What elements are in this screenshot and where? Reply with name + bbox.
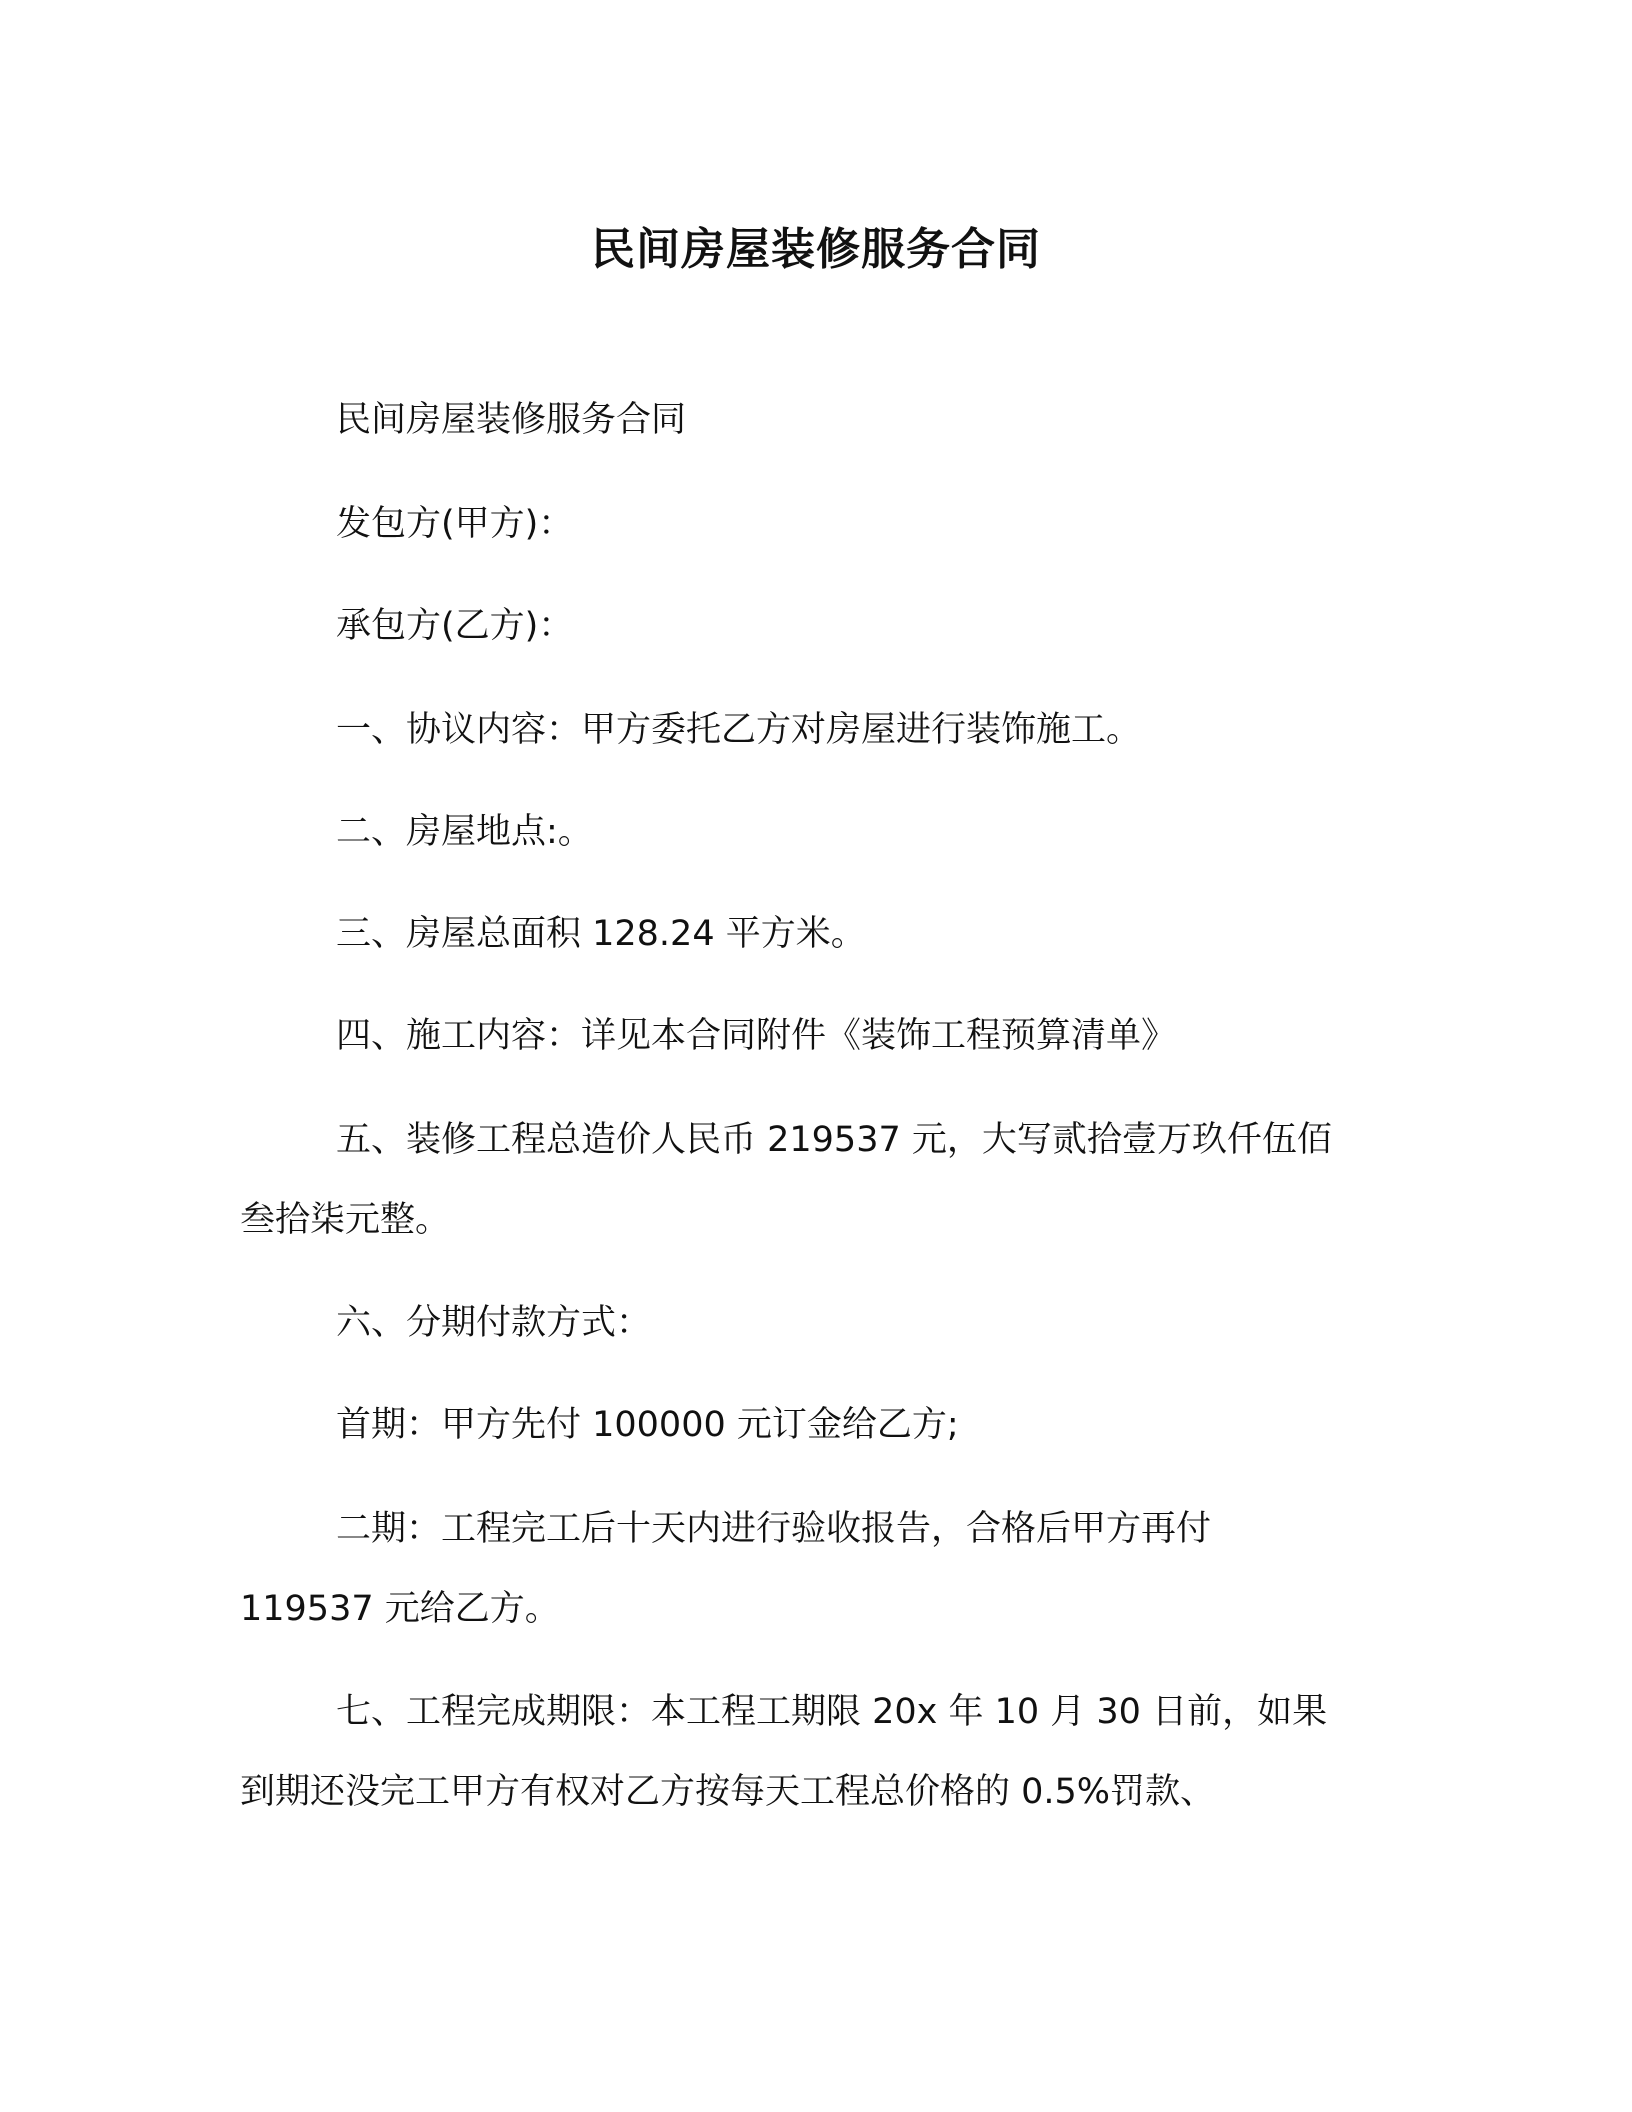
clause-4-scope [240,996,1380,1076]
paragraph-line: 叁拾柒元整。 [240,1200,451,1240]
paragraph-line: 二、房屋地点:。 [336,812,593,852]
paragraph-line: 二期：工程完工后十天内进行验收报告，合格后甲方再付 [336,1509,1212,1549]
paragraph-line: 三、房屋总面积 128.24 平方米。 [336,914,866,954]
clause-2-location [240,792,1380,872]
paragraph-line: 119537 元给乙方。 [240,1589,560,1629]
document-title: 民间房屋装修服务合同 [591,224,1041,275]
paragraph-party-b [240,586,1380,666]
clause-5-price [240,1100,1380,1260]
clause-7-deadline [240,1672,1380,1832]
paragraph-party-a [240,484,1380,564]
paragraph-line: 五、装修工程总造价人民币 219537 元，大写贰拾壹万玖仟伍佰 [336,1120,1332,1160]
paragraph-line: 到期还没完工甲方有权对乙方按每天工程总价格的 0.5%罚款、 [240,1772,1216,1812]
clause-3-area [240,894,1380,974]
paragraph-line: 四、施工内容：详见本合同附件《装饰工程预算清单》 [336,1016,1177,1056]
paragraph-line: 六、分期付款方式： [336,1303,652,1343]
paragraph-line: 七、工程完成期限：本工程工期限 20x 年 10 月 30 日前，如果 [336,1692,1328,1732]
payment-second-installment [240,1489,1380,1649]
clause-6-payment [240,1283,1380,1363]
payment-first-installment [240,1385,1380,1465]
paragraph-line: 首期：甲方先付 100000 元订金给乙方; [336,1405,959,1445]
paragraph-line: 民间房屋装修服务合同 [336,400,687,440]
paragraph-line: 发包方(甲方)： [336,504,574,544]
paragraph-line: 一、协议内容：甲方委托乙方对房屋进行装饰施工。 [336,710,1142,750]
paragraph-subtitle [240,380,1380,460]
paragraph-line: 承包方(乙方)： [336,606,574,646]
clause-1-agreement [240,690,1380,770]
